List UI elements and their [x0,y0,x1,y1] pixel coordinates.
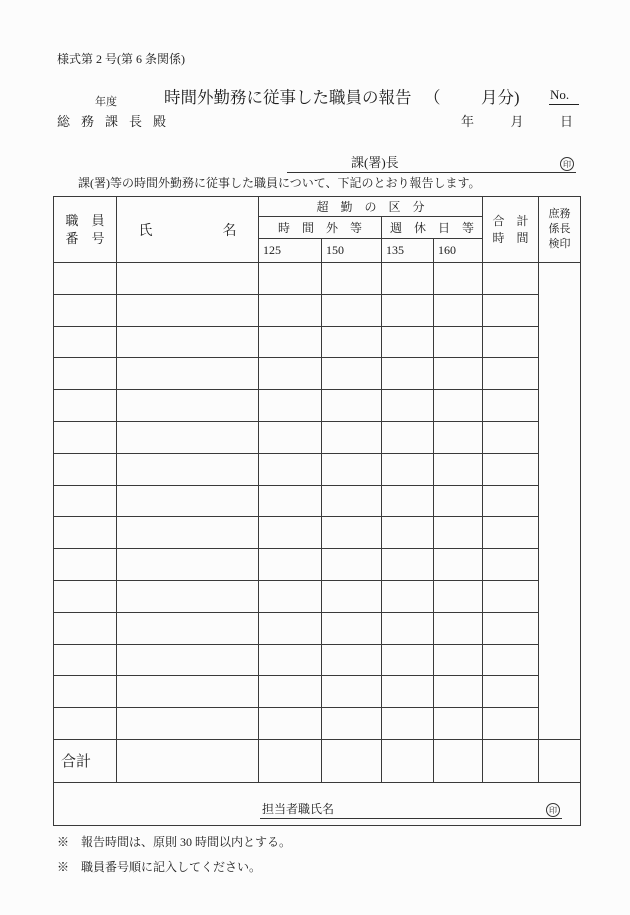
entry-cell [259,421,322,453]
entry-row [54,263,581,295]
col-header-rate-160: 160 [434,239,483,263]
entry-cell [117,294,259,326]
entry-cell [259,612,322,644]
entry-row [54,612,581,644]
year-label: 年 [461,114,475,129]
entry-cell [259,517,322,549]
col-header-total-hours: 合 計 時 間 [483,197,539,263]
entry-cell [483,549,539,581]
entry-cell [54,326,117,358]
entry-cell [54,644,117,676]
entry-cell [54,294,117,326]
entry-cell [54,612,117,644]
seal-icon: 印 [560,157,574,171]
entry-cell [382,708,434,740]
entry-cell [434,358,483,390]
entry-cell [434,549,483,581]
total-cell-160 [434,739,483,782]
seal-icon: 印 [546,803,560,817]
entry-cell [117,612,259,644]
entry-cell [322,263,382,295]
col-header-rate-135: 135 [382,239,434,263]
chief-signature-line [287,156,576,173]
entry-row [54,453,581,485]
entry-cell [117,263,259,295]
entry-cell [382,612,434,644]
entry-cell [382,517,434,549]
entry-cell [54,549,117,581]
entry-cell [259,390,322,422]
entry-row [54,580,581,612]
entry-cell [259,676,322,708]
entry-cell [54,263,117,295]
entry-row [54,326,581,358]
entry-cell [322,326,382,358]
note-report-limit: ※ 報告時間は、原則 30 時間以内とする。 [57,835,292,849]
entry-cell [382,294,434,326]
entry-cell [322,453,382,485]
total-label: 合計 [54,739,117,782]
total-row [54,739,581,782]
total-cell-150 [322,739,382,782]
entry-cell [322,676,382,708]
entry-cell [117,644,259,676]
entry-cell [382,644,434,676]
fiscal-year-label: 年度 [95,96,117,108]
footer-row [54,782,581,825]
entry-cell [483,676,539,708]
entry-cell [434,453,483,485]
date-line [461,111,573,130]
entry-cell [117,485,259,517]
entry-cell [382,263,434,295]
entry-cell [117,517,259,549]
entry-cell [117,708,259,740]
entry-cell [434,517,483,549]
total-hours-cell [483,739,539,782]
entry-cell [483,708,539,740]
entry-cell [322,708,382,740]
entry-cell [322,485,382,517]
col-header-rate-125: 125 [259,239,322,263]
entry-cell [434,644,483,676]
entry-cell [483,485,539,517]
table-summary [54,739,581,825]
report-sentence: 課(署)等の時間外勤務に従事した職員について、下記のとおり報告します。 [78,176,481,190]
col-header-overtime-category: 超 勤 の 区 分 [259,197,483,217]
entry-cell [54,485,117,517]
entry-cell [434,326,483,358]
total-cell-135 [382,739,434,782]
col-header-employee-no: 職 員 番 号 [54,197,117,263]
col-header-overtime-etc: 時 間 外 等 [259,217,382,239]
entry-cell [434,263,483,295]
entry-rows [54,263,581,740]
entry-cell [382,549,434,581]
no-label: No. [549,87,579,105]
entry-cell [322,358,382,390]
overtime-report-table [53,196,581,826]
entry-cell [54,676,117,708]
entry-cell [117,358,259,390]
entry-cell [483,421,539,453]
month-suffix: 月分) [481,88,520,107]
entry-row [54,644,581,676]
total-cell-125 [259,739,322,782]
entry-cell [434,390,483,422]
staff-name-label: 担当者職氏名 [262,801,335,816]
entry-row [54,294,581,326]
entry-cell [259,708,322,740]
entry-cell [54,358,117,390]
entry-cell [259,580,322,612]
entry-cell [483,644,539,676]
entry-cell [259,263,322,295]
note-order: ※ 職員番号順に記入してください。 [57,860,262,874]
total-name-cell [117,739,259,782]
entry-cell [117,326,259,358]
entry-cell [434,676,483,708]
chief-title-label: 課(署)長 [351,155,399,170]
entry-cell [259,644,322,676]
month-label: 月 [510,114,524,129]
entry-cell [117,549,259,581]
entry-cell [117,676,259,708]
entry-cell [483,517,539,549]
entry-cell [382,676,434,708]
staff-signature-line [260,801,562,819]
entry-cell [322,517,382,549]
entry-row [54,421,581,453]
entry-cell [117,421,259,453]
entry-cell [434,294,483,326]
page-title: 時間外勤務に従事した職員の報告 [164,88,412,107]
entry-cell [382,421,434,453]
month-paren-open: （ [424,88,441,107]
entry-cell [54,390,117,422]
entry-row [54,676,581,708]
entry-cell [434,485,483,517]
entry-cell [434,580,483,612]
entry-cell [54,517,117,549]
entry-cell [483,390,539,422]
entry-cell [54,708,117,740]
entry-row [54,517,581,549]
entry-cell [322,612,382,644]
entry-cell [322,421,382,453]
col-header-name: 氏 名 [117,197,259,263]
entry-cell [382,326,434,358]
entry-cell [483,294,539,326]
entry-cell [259,294,322,326]
entry-cell [54,453,117,485]
entry-cell [483,612,539,644]
col-header-clerk-seal: 庶務 係長 検印 [539,197,581,263]
entry-cell [322,644,382,676]
entry-row [54,390,581,422]
entry-cell [54,580,117,612]
entry-cell [483,453,539,485]
entry-cell [259,326,322,358]
entry-cell [434,612,483,644]
table-header [54,197,581,263]
entry-cell [483,326,539,358]
entry-cell [322,294,382,326]
entry-cell [117,580,259,612]
entry-row [54,485,581,517]
entry-cell [483,580,539,612]
entry-row [54,549,581,581]
total-seal-cell [539,739,581,782]
entry-cell [434,421,483,453]
col-header-weekly-holiday-etc: 週 休 日 等 [382,217,483,239]
entry-cell [259,549,322,581]
entry-cell [382,580,434,612]
col-header-rate-150: 150 [322,239,382,263]
entry-cell [322,580,382,612]
entry-cell [382,453,434,485]
entry-cell [54,421,117,453]
entry-cell [382,390,434,422]
entry-cell [382,485,434,517]
footer-cell [54,782,581,825]
entry-cell [259,485,322,517]
entry-cell [117,453,259,485]
entry-cell [483,263,539,295]
form-number: 様式第 2 号(第 6 条関係) [57,52,185,66]
entry-cell [483,358,539,390]
entry-cell [322,390,382,422]
day-label: 日 [559,114,573,129]
entry-row [54,708,581,740]
entry-cell [259,453,322,485]
entry-cell [322,549,382,581]
clerk-seal-merged-cell [539,263,581,740]
entry-cell [259,358,322,390]
entry-cell [117,390,259,422]
addressee: 総務課長殿 [57,114,178,129]
entry-row [54,358,581,390]
entry-cell [382,358,434,390]
entry-cell [434,708,483,740]
